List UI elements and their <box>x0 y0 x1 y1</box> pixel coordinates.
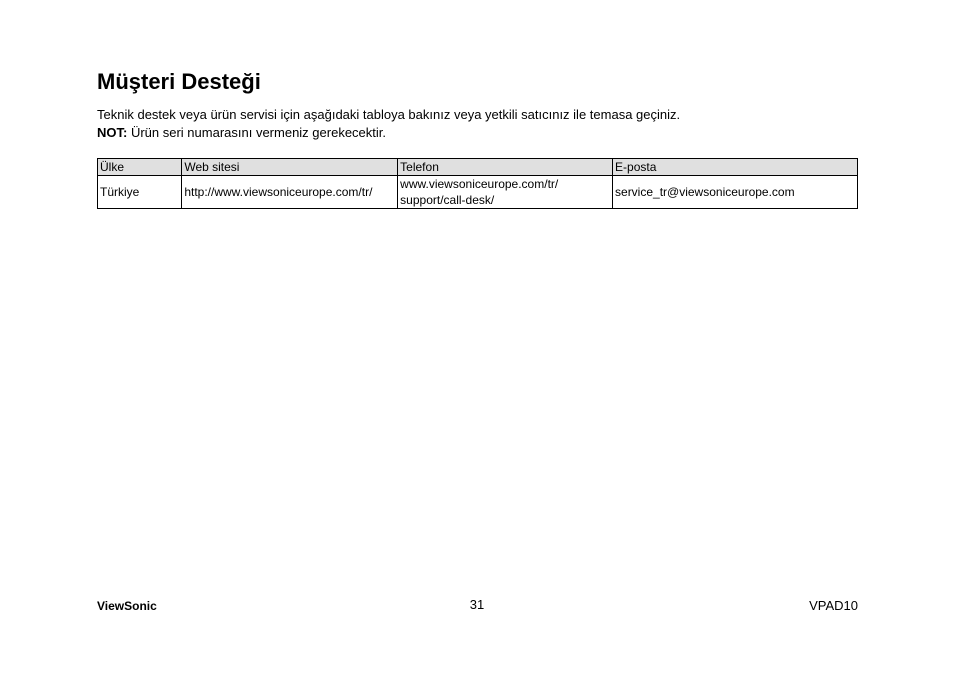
intro-text <box>97 106 857 142</box>
footer-brand: ViewSonic <box>97 599 157 613</box>
intro-line: Teknik destek veya ürün servisi için aşağıdaki tabloya bakınız veya yetkili satıcınız ile temasa geçiniz. <box>97 107 681 122</box>
note-label: NOT: <box>97 125 128 140</box>
cell-country: Türkiye <box>98 176 182 209</box>
page-title: Müşteri Desteği <box>97 69 261 94</box>
phone-line-1: www.viewsoniceurope.com/tr/ <box>400 177 559 191</box>
cell-email-link[interactable]: service_tr@viewsoniceurope.com <box>613 176 858 209</box>
cell-website-link[interactable]: http://www.viewsoniceurope.com/tr/ <box>182 176 398 209</box>
note-line <box>97 124 857 142</box>
table-header-row <box>98 159 858 176</box>
support-table <box>97 158 858 209</box>
note-text: Ürün seri numarasını vermeniz gerekecektir. <box>127 125 386 140</box>
header-email: E-posta <box>613 159 858 176</box>
cell-phone-link[interactable] <box>398 176 613 209</box>
header-country: Ülke <box>98 159 182 176</box>
footer-page-number: 31 <box>469 597 485 612</box>
header-website: Web sitesi <box>182 159 398 176</box>
footer-model: VPAD10 <box>809 598 858 613</box>
table-row <box>98 176 858 209</box>
phone-line-2: support/call-desk/ <box>400 193 495 207</box>
header-phone: Telefon <box>398 159 613 176</box>
